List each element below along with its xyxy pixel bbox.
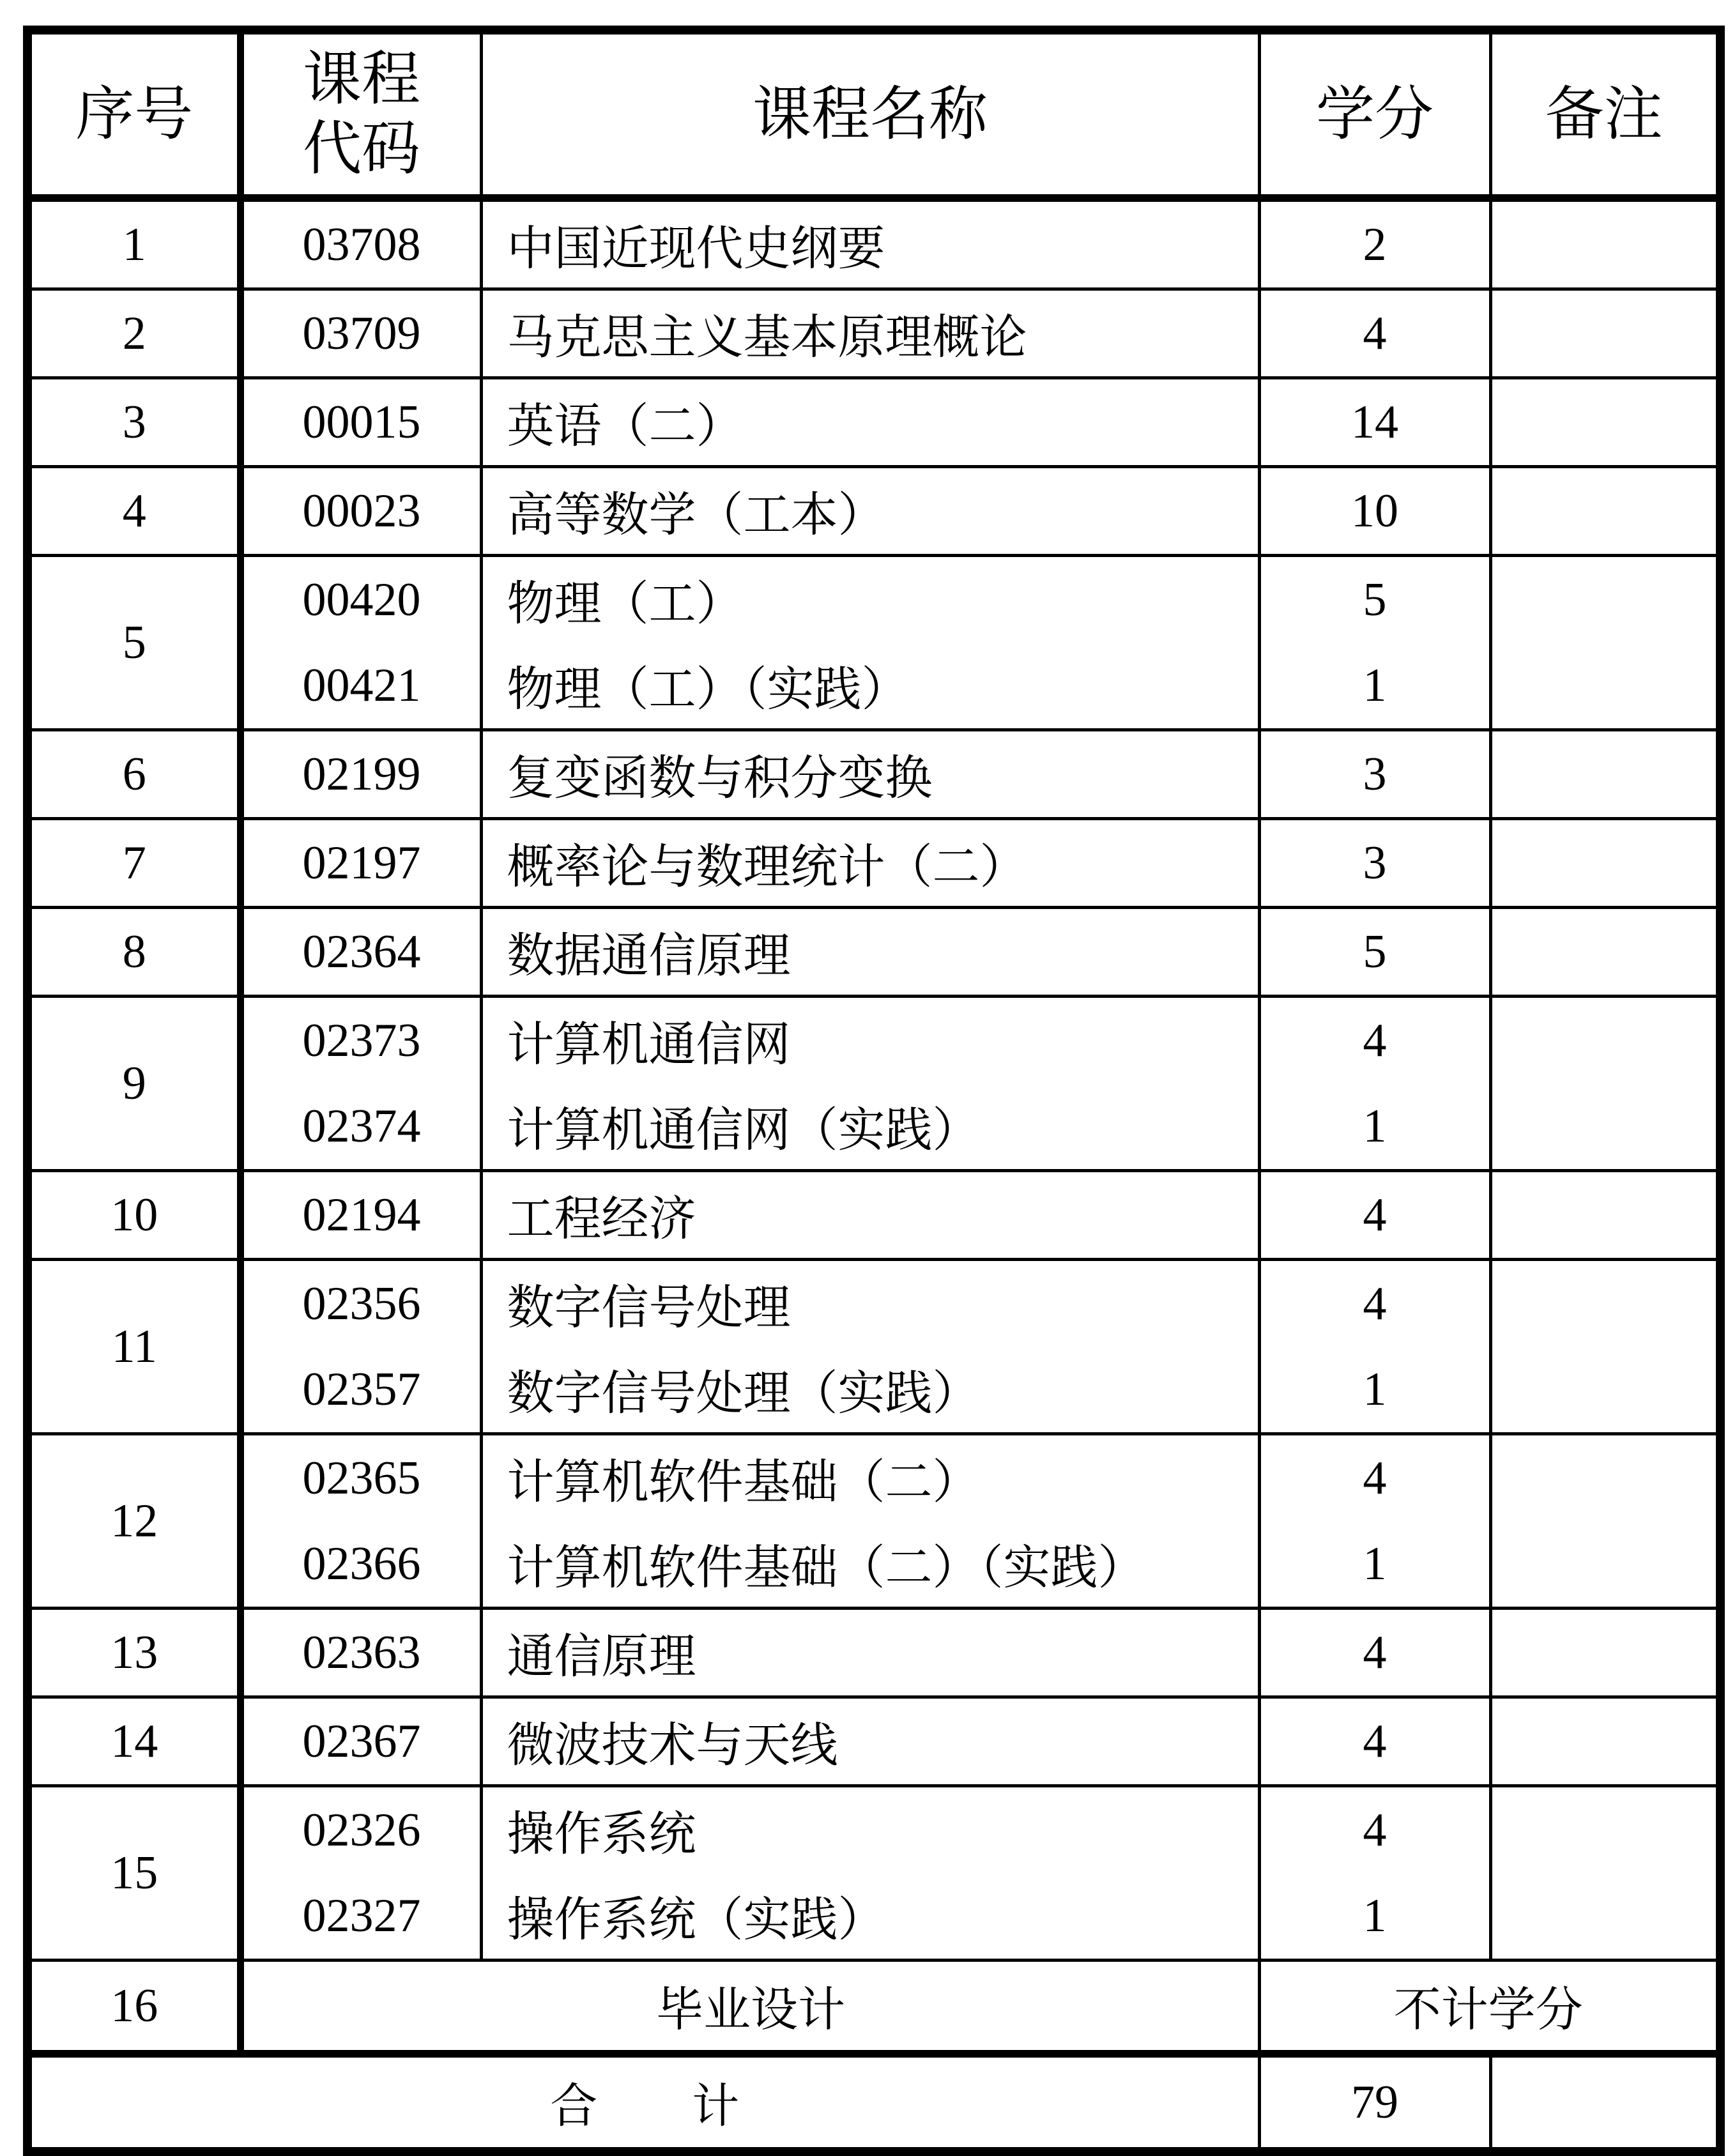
course-credit: 4 <box>1259 289 1490 378</box>
course-credit: 3 <box>1259 819 1490 908</box>
course-code: 02199 <box>240 730 481 819</box>
remark-cell <box>1490 198 1720 289</box>
header-col-code <box>240 30 481 198</box>
course-code: 02197 <box>240 819 481 908</box>
table-row <box>27 1697 1720 1786</box>
course-credit: 1 <box>1363 1099 1387 1152</box>
course-code: 00420 <box>302 573 421 626</box>
course-name: 计算机通信网 <box>507 1019 791 1071</box>
remark-cell <box>1490 1260 1720 1434</box>
course-credit: 4 <box>1363 1803 1387 1856</box>
course-credit: 2 <box>1259 198 1490 289</box>
remark-cell <box>1490 1609 1720 1697</box>
remark-cell <box>1490 1697 1720 1786</box>
course-name: 操作系统 <box>507 1808 696 1861</box>
code-cell <box>240 1434 481 1609</box>
course-code: 00023 <box>240 467 481 556</box>
course-name: 物理（工）（实践） <box>507 664 909 716</box>
code-cell <box>240 997 481 1171</box>
course-code: 02367 <box>240 1697 481 1786</box>
total-credit-cell: 79 <box>1259 2054 1490 2152</box>
course-name: 计算机软件基础（二） <box>507 1456 980 1509</box>
table-row <box>27 289 1720 378</box>
credit-cell <box>1259 1260 1490 1434</box>
code-cell <box>240 1786 481 1961</box>
course-code: 02363 <box>240 1609 481 1697</box>
row-index-cell: 14 <box>27 1697 240 1786</box>
header-col-code-line2: 代码 <box>302 116 420 181</box>
name-cell <box>481 1434 1259 1609</box>
table-row-graduation <box>27 1961 1720 2054</box>
course-code: 00015 <box>240 378 481 467</box>
name-cell-stack <box>483 1435 1258 1607</box>
credit-cell-stack <box>1261 998 1489 1169</box>
header-col-name: 课程名称 <box>481 30 1259 198</box>
table-row <box>27 1786 1720 1961</box>
table-row <box>27 1609 1720 1697</box>
name-cell <box>481 1260 1259 1434</box>
header-col-credit: 学分 <box>1259 30 1490 198</box>
total-label-cell: 合 计 <box>27 2054 1259 2152</box>
credit-cell-stack <box>1261 557 1489 728</box>
header-col-index: 序号 <box>27 30 240 198</box>
remark-cell <box>1490 467 1720 556</box>
remark-cell <box>1490 819 1720 908</box>
table-row <box>27 1260 1720 1434</box>
table-row <box>27 467 1720 556</box>
credit-cell <box>1259 556 1490 730</box>
course-credit: 1 <box>1363 659 1387 712</box>
table-row <box>27 378 1720 467</box>
row-index-cell: 15 <box>27 1786 240 1961</box>
name-cell-stack <box>483 557 1258 728</box>
code-cell <box>240 556 481 730</box>
row-index-cell: 9 <box>27 997 240 1171</box>
remark-cell <box>1490 556 1720 730</box>
course-name: 复变函数与积分变换 <box>481 730 1259 819</box>
row-index-cell: 1 <box>27 198 240 289</box>
course-credit: 10 <box>1259 467 1490 556</box>
remark-cell <box>1490 997 1720 1171</box>
row-index-cell: 10 <box>27 1171 240 1260</box>
course-name: 高等数学（工本） <box>481 467 1259 556</box>
credit-cell-stack <box>1261 1787 1489 1959</box>
course-name: 微波技术与天线 <box>481 1697 1259 1786</box>
course-name: 计算机软件基础（二）（实践） <box>507 1542 1145 1594</box>
table-header-row <box>27 30 1720 198</box>
table-row <box>27 730 1720 819</box>
course-code: 02194 <box>240 1171 481 1260</box>
course-code: 02364 <box>240 908 481 997</box>
name-cell <box>481 997 1259 1171</box>
course-name: 工程经济 <box>481 1171 1259 1260</box>
course-credit: 5 <box>1259 908 1490 997</box>
name-cell-stack <box>483 1261 1258 1432</box>
table-row-total <box>27 2054 1720 2152</box>
header-col-code-line1: 课程 <box>302 47 420 112</box>
course-credit: 4 <box>1363 1014 1387 1067</box>
code-cell-stack <box>244 557 480 728</box>
row-index-cell: 5 <box>27 556 240 730</box>
course-name: 物理（工） <box>507 578 744 631</box>
credit-cell <box>1259 1434 1490 1609</box>
remark-cell <box>1490 1786 1720 1961</box>
row-index-cell: 11 <box>27 1260 240 1434</box>
table-row <box>27 1171 1720 1260</box>
course-code: 03708 <box>240 198 481 289</box>
course-name: 数字信号处理（实践） <box>507 1368 980 1420</box>
remark-cell <box>1490 1434 1720 1609</box>
code-cell-stack <box>244 1261 480 1432</box>
table-row <box>27 997 1720 1171</box>
course-table-body <box>27 30 1720 2152</box>
course-credit: 4 <box>1259 1609 1490 1697</box>
credit-cell-stack <box>1261 1261 1489 1432</box>
row-index-cell: 3 <box>27 378 240 467</box>
course-name: 概率论与数理统计（二） <box>481 819 1259 908</box>
credit-cell <box>1259 1786 1490 1961</box>
course-code: 03709 <box>240 289 481 378</box>
course-code: 02356 <box>302 1277 421 1330</box>
credit-cell <box>1259 997 1490 1171</box>
course-credit: 3 <box>1259 730 1490 819</box>
credit-cell-stack <box>1261 1435 1489 1607</box>
course-code: 02327 <box>302 1889 421 1942</box>
name-cell <box>481 1786 1259 1961</box>
name-cell-stack <box>483 1787 1258 1959</box>
table-row <box>27 1434 1720 1609</box>
row-index-cell: 2 <box>27 289 240 378</box>
course-credit: 4 <box>1363 1451 1387 1504</box>
course-credit: 14 <box>1259 378 1490 467</box>
course-name: 通信原理 <box>481 1609 1259 1697</box>
code-cell-stack <box>244 1435 480 1607</box>
course-name: 数字信号处理 <box>507 1282 791 1334</box>
course-code: 00421 <box>302 659 421 712</box>
remark-cell <box>1490 378 1720 467</box>
code-cell <box>240 1260 481 1434</box>
remark-cell <box>1490 908 1720 997</box>
name-cell-stack <box>483 998 1258 1169</box>
table-row <box>27 556 1720 730</box>
row-index-cell: 7 <box>27 819 240 908</box>
row-index-cell: 4 <box>27 467 240 556</box>
course-credit: 1 <box>1363 1363 1387 1416</box>
course-credit: 5 <box>1363 573 1387 626</box>
course-code: 02373 <box>302 1014 421 1067</box>
header-col-remark: 备注 <box>1490 30 1720 198</box>
table-row <box>27 198 1720 289</box>
row-index-cell: 13 <box>27 1609 240 1697</box>
graduation-name-cell: 毕业设计 <box>240 1961 1259 2054</box>
code-cell-stack <box>244 1787 480 1959</box>
course-credit: 4 <box>1259 1171 1490 1260</box>
course-code: 02357 <box>302 1363 421 1416</box>
course-credit: 4 <box>1363 1277 1387 1330</box>
row-index-cell: 8 <box>27 908 240 997</box>
course-credit: 4 <box>1259 1697 1490 1786</box>
course-name: 操作系统（实践） <box>507 1894 885 1946</box>
course-name: 计算机通信网（实践） <box>507 1105 980 1157</box>
course-code: 02365 <box>302 1451 421 1504</box>
table-row <box>27 908 1720 997</box>
course-name: 中国近现代史纲要 <box>481 198 1259 289</box>
total-remark-cell <box>1490 2054 1720 2152</box>
course-code: 02366 <box>302 1537 421 1590</box>
table-row <box>27 819 1720 908</box>
graduation-credit-cell: 不计学分 <box>1259 1961 1720 2054</box>
course-name: 马克思主义基本原理概论 <box>481 289 1259 378</box>
course-code: 02374 <box>302 1099 421 1152</box>
course-credit: 1 <box>1363 1537 1387 1590</box>
course-name: 英语（二） <box>481 378 1259 467</box>
row-index-cell: 12 <box>27 1434 240 1609</box>
course-name: 数据通信原理 <box>481 908 1259 997</box>
remark-cell <box>1490 1171 1720 1260</box>
remark-cell <box>1490 730 1720 819</box>
row-index-cell: 16 <box>27 1961 240 2054</box>
course-table <box>23 26 1725 2156</box>
row-index-cell: 6 <box>27 730 240 819</box>
name-cell <box>481 556 1259 730</box>
remark-cell <box>1490 289 1720 378</box>
code-cell-stack <box>244 998 480 1169</box>
course-credit: 1 <box>1363 1889 1387 1942</box>
course-code: 02326 <box>302 1803 421 1856</box>
